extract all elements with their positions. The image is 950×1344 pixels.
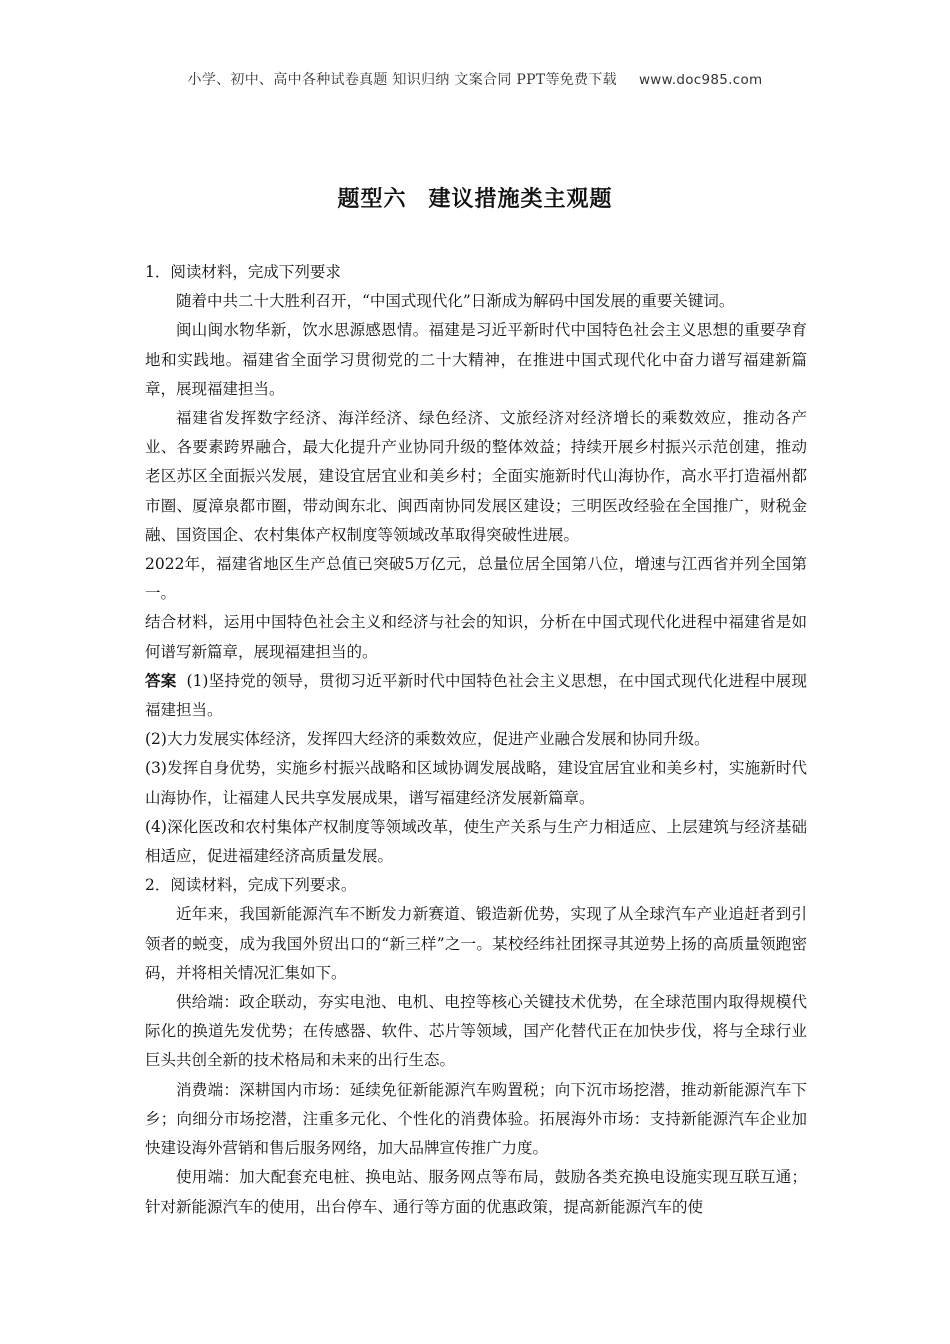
q1-paragraph: 福建省发挥数字经济、海洋经济、绿色经济、文旅经济对经济增长的乘数效应，推动各产业、各要素跨界融合，最大化提升产业协同升级的整体效益；持续开展乡村振兴示范创建，推动老区苏区全面振兴发展，建设宜居宜业和美乡村；全面实施新时代山海协作，高水平打造福州都市圈、厦漳泉都市圈，带动闽东北、闽西南协同发展区建设；三明医改经验在全国推广，财税金融、国资国企、农村集体产权制度等领域改革取得突破性进展。: [145, 409, 807, 544]
title-part1: 题型六: [337, 187, 407, 212]
q1-answer-3: (3)发挥自身优势，实施乡村振兴战略和区域协调发展战略，建设宜居宜业和美乡村，实施新时代山海协作，让福建人民共享发展成果，谱写福建经济发展新篇章。: [145, 759, 807, 807]
q1-paragraph: 2022年，福建省地区生产总值已突破5万亿元，总量位居全国第八位，增速与江西省并列全国第一。: [145, 555, 807, 603]
page-title: [0, 182, 950, 213]
question-2-intro: 2．阅读材料，完成下列要求。: [145, 876, 357, 895]
q1-paragraph: 闽山闽水物华新，饮水思源感恩情。福建是习近平新时代中国特色社会主义思想的重要孕育地和实践地。福建省全面学习贯彻党的二十大精神，在推进中国式现代化中奋力谱写福建新篇章，展现福建担当。: [145, 321, 807, 398]
page-header: [0, 69, 950, 89]
header-site-link[interactable]: www.doc985.com: [638, 72, 763, 88]
q1-answer-2: (2)大力发展实体经济，发挥四大经济的乘数效应，促进产业融合发展和协同升级。: [145, 730, 710, 749]
q2-paragraph: 近年来，我国新能源汽车不断发力新赛道、锻造新优势，实现了从全球汽车产业追赶者到引领者的蜕变，成为我国外贸出口的“新三样”之一。某校经纬社团探寻其逆势上扬的高质量领跑密码，并将相关情况汇集如下。: [145, 905, 807, 982]
header-text: 小学、初中、高中各种试卷真题 知识归纳 文案合同 PPT等免费下载: [187, 72, 617, 88]
answer-label: 答案: [145, 671, 177, 690]
question-1-intro: 1．阅读材料，完成下列要求: [145, 263, 341, 281]
q2-paragraph: 使用端：加大配套充电桩、换电站、服务网点等布局，鼓励各类充换电设施实现互联互通；针对新能源汽车的使用，出台停车、通行等方面的优惠政策，提高新能源汽车的使: [145, 1168, 807, 1216]
q1-answer-4: (4)深化医改和农村集体产权制度等领域改革，使生产关系与生产力相适应、上层建筑与经济基础相适应，促进福建经济高质量发展。: [145, 817, 807, 866]
document-body: [145, 258, 807, 1222]
q1-answer-1: [145, 667, 807, 725]
q1-paragraph: 随着中共二十大胜利召开，“中国式现代化”日渐成为解码中国发展的重要关键词。: [176, 292, 735, 311]
q2-paragraph: 供给端：政企联动，夯实电池、电机、电控等核心关键技术优势，在全球范围内取得规模代际化的换道先发优势；在传感器、软件、芯片等领域，国产化替代正在加快步伐，将与全球行业巨头共创全新的技术格局和未来的出行生态。: [145, 993, 807, 1070]
title-part2: 建议措施类主观题: [428, 187, 613, 212]
q1-question: 结合材料，运用中国特色社会主义和经济与社会的知识，分析在中国式现代化进程中福建省是如何谱写新篇章，展现福建担当的。: [145, 613, 807, 661]
answer-text: (1)坚持党的领导，贯彻习近平新时代中国特色社会主义思想，在中国式现代化进程中展现福建担当。: [145, 671, 807, 720]
q2-paragraph: 消费端：深耕国内市场：延续免征新能源汽车购置税；向下沉市场挖潜，推动新能源汽车下乡；向细分市场挖潜，注重多元化、个性化的消费体验。拓展海外市场：支持新能源汽车企业加快建设海外营销和售后服务网络，加大品牌宣传推广力度。: [145, 1080, 807, 1158]
